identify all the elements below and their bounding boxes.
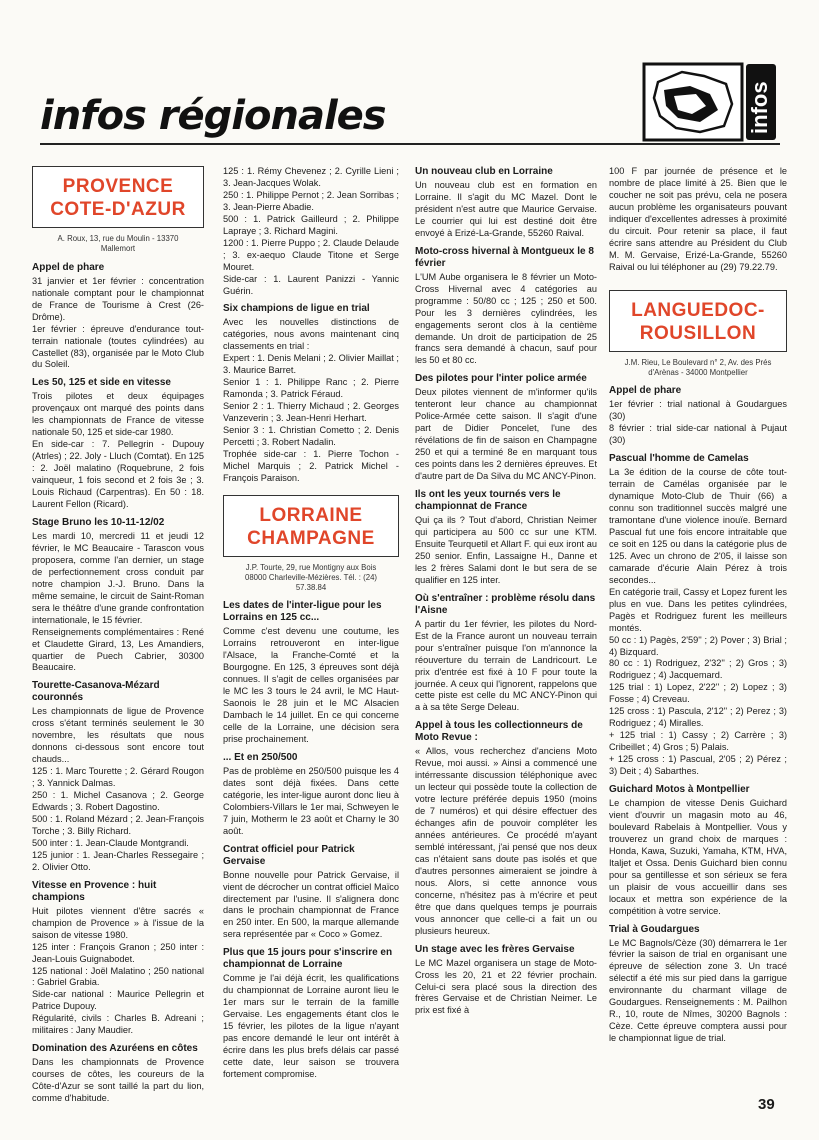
paragraph: « Allos, vous recherchez d'anciens Moto Revue, moi aussi. » Ainsi a commencé une intérressante discussion téléphonique avec un lecteur qui possède toute la collection de votre lecture préférée depuis 1950 (moins de 7 numéros) et qui désire effectuer des échanges afin de pouvoir compléter les années antérieures. Ce procédé m'ayant semblé intéressant, j'ai pensé que nos deux cas n'étaient sans doute pas isolés et que d'autres personnes aimeraient se joindre à nous. Alors, si cette annonce vous concerne, n'hésitez pas à m'écrire et peut être que dans quelques temps je pourrais vous annoncer que celle-ci a fait un ou plusieurs heureux. (415, 746, 597, 936)
paragraph: Le MC Mazel organisera un stage de Moto-Cross les 20, 21 et 22 février prochain. Celui-ci sera placé sous la direction des frères Gervaise et de Christian Neimer. Le prix est fixé à (415, 957, 597, 1016)
paragraph: Bonne nouvelle pour Patrick Gervaise, il vient de décrocher un contrat officiel Maïco directement par l'usine. Il s'alignera donc dans le prochain championnat de France en 250 inter. En 500, la marque allemande sera représentée par « Coco » Gomez. (223, 869, 399, 940)
region-box-provence (32, 166, 204, 228)
paragraph: A partir du 1er février, les pilotes du Nord-Est de la France auront un nouveau terrain pour s'entraîner puisque l'on m'annonce la réouverture du terrain de Landricourt. Le prix d'entrée est fixé à 10 F pour toute la journée. A ceux qui l'ignorent, rappelons que cette piste est celle du MC ANCY-Pinon qui a à sa tête Serge Deleau. (415, 618, 597, 713)
address-line: J.P. Tourte, 29, rue Montigny aux Bois (245, 563, 377, 573)
region-name-line-1: LORRAINE (259, 504, 363, 526)
paragraph: 500 : 1. Roland Mézard ; 2. Jean-François Torche ; 3. Billy Richard. (32, 813, 204, 836)
paragraph: Un nouveau club est en formation en Lorraine. Il s'agit du MC Mazel. Dont le président n'est autre que Maurice Gervaise. Le courrier qui lui est destiné doit être envoyé à Erizé-La-Grande, 55260 Raival. (415, 180, 597, 238)
infos-tab (746, 64, 776, 140)
paragraph: Senior 1 : 1. Philippe Ranc ; 2. Pierre Ramonda ; 3. Patrick Féraud. (223, 377, 399, 400)
address-line: Mallemort (100, 244, 136, 254)
paragraph: Renseignements complémentaires : René et Claudette Girard, 13, Les Amandiers, quartier de Puech Cabrier, 30300 Beaucaire. (32, 626, 204, 673)
section-heading: Vitesse en Provence : huit champions (32, 879, 157, 903)
column-2 (223, 166, 399, 1081)
page-title: infos régionales (40, 93, 386, 139)
paragraph: 8 février : trial side-car national à Pujaut (30) (609, 423, 787, 446)
section-heading: Contrat officiel pour Patrick Gervaise (223, 843, 355, 867)
paragraph: 125 inter : François Granon ; 250 inter : Jean-Louis Guignabodet. (32, 941, 204, 964)
paragraph: Side-car : 1. Laurent Panizzi - Yannic Guérin. (223, 273, 399, 296)
paragraph: Side-car national : Maurice Pellegrin et Patrice Dupouy. (32, 989, 204, 1012)
paragraph: + 125 trial : 1) Cassy ; 2) Carrère ; 3) Cribeillet ; 4) Gros ; 5) Palais. (609, 730, 787, 753)
section-heading: Tourette-Casanova-Mézard couronnés (32, 680, 160, 704)
section-heading: Appel de phare (609, 385, 682, 397)
paragraph: Comme je l'ai déjà écrit, les qualifications du championnat de Lorraine auront lieu le 1er mars sur le terrain de la famille Gervaise. Les engagements étant clos le 15 février, les pilotes de la ligue n'ayant pas encore demandé le leur ont intérêt à écrire dans les plus brefs délais car passé cette date, leur saison se trouvera fortement compromise. (223, 973, 399, 1079)
paragraph: 125 cross : 1) Pascula, 2'12'' ; 2) Perez ; 3) Rodriguez ; 4) Miralles. (609, 706, 787, 729)
paragraph: 31 janvier et 1er février : concentration nationale comptant pour le championnat de France de Tourisme à Crest (26-Drôme). (32, 275, 204, 322)
region-name-line-2: CHAMPAGNE (247, 528, 375, 549)
column-1 (32, 166, 204, 1105)
section-heading: Guichard Motos à Montpellier (609, 783, 750, 795)
paragraph: 125 : 1. Rémy Chevenez ; 2. Cyrille Lieni ; 3. Jean-Jacques Wolak. (223, 166, 399, 188)
paragraph: Les championnats de ligue de Provence cross s'étant terminés seulement le 30 novembre, les résultats que nous donnons ci-dessous sont encore tout chauds... (32, 706, 204, 765)
paragraph: 1er février : épreuve d'endurance tout-terrain nationale (toutes cylindrées) au Castellet (83), organisée par le Moto Club du Soleil. (32, 323, 204, 370)
section-heading: Stage Bruno les 10-11-12/02 (32, 516, 165, 528)
section-heading: Moto-cross hivernal à Montgueux le 8 février (415, 245, 594, 269)
address-line: A. Roux, 13, rue du Moulin - 13370 (57, 234, 179, 244)
section-heading: Domination des Azuréens en côtes (32, 1043, 198, 1055)
column-4 (609, 166, 787, 1045)
paragraph: Qui ça ils ? Tout d'abord, Christian Neimer qui participera au 500 cc sur une KTM. Ensuite Teurquetil et Allart F. qui eux iront au 250 senior. Enfin, Lassaigne H., Danne et les 2 frères Salami dont le but sera de se qualifier en 125 inter. (415, 515, 597, 585)
paragraph: Le champion de vitesse Denis Guichard vient d'ouvrir un magasin moto au 46, boulevard Rabelais à Montpellier. Vous y trouverez un grand choix de marques : Honda, Kawa, Suzuki, Yamaha, KTM, HVA, Italjet et Ossa. Denis Guichard bien connu pour sa gentillesse et son sérieux se fera un plaisir de vous accueillir dans ses locaux et mettra son expérience de la compétition à votre service. (609, 797, 787, 916)
france-map-icon (644, 64, 742, 140)
correspondent-address (32, 234, 204, 253)
infos-logo (640, 60, 780, 144)
section-heading: Les 50, 125 et side en vitesse (32, 377, 171, 389)
paragraph: Les mardi 10, mercredi 11 et jeudi 12 février, le MC Beaucaire - Tarascon vous proposera, comme l'an dernier, un stage de perfectionnement cross conduit par notre champion J.-J. Bruno. Dans la même semaine, le circuit de Saint-Roman sera le théâtre d'une grande confrontation internationale, le 15 février. (32, 530, 204, 625)
section-heading: ... Et en 250/500 (223, 751, 298, 763)
paragraph: 250 : 1. Philippe Pernot ; 2. Jean Sorribas ; 3. Jean-Pierre Abadie. (223, 189, 399, 212)
section-heading: Un stage avec les frères Gervaise (415, 943, 575, 955)
paragraph: Senior 3 : 1. Christian Cometto ; 2. Denis Percetti ; 3. Robert Nadalin. (223, 425, 399, 448)
paragraph: Pas de problème en 250/500 puisque les 4 dates sont déjà fixées. Dans cette catégorie, les inter-ligue auront donc lieu à Colombiers-Villars le 1er mai, Schweyen le 7 juin, Motherm le 23 août et Charny le 30 août. (223, 765, 399, 836)
region-name-line-1: PROVENCE (62, 176, 174, 197)
paragraph: Trois pilotes et deux équipages provençaux ont marqué des points dans les championnats de France de vitesse nationale 50, 125 et side-car 1980. (32, 391, 204, 438)
paragraph: 1er février : trial national à Goudargues (30) (609, 399, 787, 422)
region-box-lorraine (223, 495, 399, 557)
paragraph: 1200 : 1. Pierre Puppo ; 2. Claude Delaude ; 3. ex-aequo Claude Titone et Serge Mouret. (223, 237, 399, 272)
paragraph: 125 junior : 1. Jean-Charles Ressegaire ; 2. Olivier Otto. (32, 849, 204, 872)
paragraph: Deux pilotes viennent de m'informer qu'ils tenteront leur chance au championnat Police-Armée cette saison. Il s'agit d'une part de Didier Poncelet, l'une des révélations de fin de saison en Champagne 250 et qui a terminé 8e en marquant tous ces points dans les 2 dernières épreuves. Et d'autre part de Da Silva du MC ANCY-Pinon. (415, 387, 597, 482)
paragraph: Comme c'est devenu une coutume, les Lorrains retrouveront en inter-ligue l'Alsace, la Franche-Comté et la Bourgogne. En 125, 3 épreuves sont déjà connues. Il s'agit de celles organisées par le MC les 3 tours le 24 avril, le MC Haut-Saonois le 28 juin et le MC Alsacien Dambach le 14 juillet. En ce qui concerne celle de la Lorraine, une décision sera prise prochainement. (223, 626, 399, 744)
paragraph: 80 cc : 1) Rodriguez, 2'32'' ; 2) Gros ; 3) Rodriguez ; 4) Jacquemard. (609, 658, 787, 681)
section-heading: Appel de phare (32, 261, 105, 273)
paragraph: La 3e édition de la course de côte tout-terrain de Camélas organisée par le dynamique Moto-Club de Thuir (66) a connu son traditionnel succès malgré une tramontane d'une violence inouïe. Bernard Pascual fut une fois encore intraitable que ce soit en 125 ou dans la catégorie plus de 125. Avec un chrono de 2'05, il laisse son camarade d'écurie Alain Pérez à trois secondes... (609, 467, 787, 585)
section-heading: Ils ont les yeux tournés vers le championnat de France (415, 489, 561, 513)
paragraph: Senior 2 : 1. Thierry Michaud ; 2. Georges Vanzeverin ; 3. Jean-Henri Herhart. (223, 401, 399, 424)
correspondent-address (609, 358, 787, 377)
address-line: 08000 Charleville-Mézières. Tél. : (24) (244, 572, 378, 582)
paragraph: En side-car : 7. Pellegrin - Dupouy (Atrles) ; 22. Joly - Lluch (Comtat). En 125 : 2. Joël malatino (Roquebrune, 2 fois vainqueur, 1 fois second et 2 fois 3e ; 3. Louis Richaud (Carpentras). En 50 : 18. Laurent Fellon (Ricard). (32, 439, 204, 510)
paragraph: Huit pilotes viennent d'être sacrés « champion de Provence » à l'issue de la saison de vitesse 1980. (32, 905, 204, 940)
paragraph: L'UM Aube organisera le 8 février un Moto-Cross Hivernal avec 4 catégories au programme : 50/80 cc ; 125 ; 250 et 500. Pour les 3 dernières cylindrées, les engagements seront clos à la centième demande. Un droit de participation de 25 francs sera demandé à chacun, sauf pour les 50 et 80 cc. (415, 271, 597, 366)
region-box-languedoc (609, 290, 787, 352)
address-line: 57.38.84 (295, 582, 327, 592)
paragraph: + 125 cross : 1) Pascual, 2'05 ; 2) Pérez ; 3) Deit ; 4) Sabarthes. (609, 754, 787, 777)
paragraph: 125 : 1. Marc Tourette ; 2. Gérard Rougon ; 3. Yannick Dalmas. (32, 766, 204, 789)
page-number: 39 (758, 1096, 775, 1113)
paragraph: Avec les nouvelles distinctions de catégories, nous avons maintenant cinq classements en trial : (223, 317, 399, 352)
paragraph: 125 trial : 1) Lopez, 2'22'' ; 2) Lopez ; 3) Fosse ; 4) Creveau. (609, 682, 787, 705)
region-name-line-1: LANGUEDOC- (631, 299, 765, 321)
paragraph: Dans les championnats de Provence courses de côtes, les coureurs de la Côte-d'Azur se sont taillé la part du lion, comme d'habitude. (32, 1057, 204, 1104)
region-name-line-2: COTE-D'AZUR (50, 199, 186, 221)
paragraph: 250 : 1. Michel Casanova ; 2. George Edwards ; 3. Robert Dagostino. (32, 790, 204, 813)
paragraph: 500 inter : 1. Jean-Claude Montgrandi. (32, 837, 189, 848)
paragraph: Régularité, civils : Charles B. Adreani ; militaires : Jany Maudier. (32, 1013, 204, 1036)
address-line: J.M. Rieu, Le Boulevard n° 2, Av. des Prés (624, 357, 772, 367)
section-heading: Des pilotes pour l'inter police armée (415, 373, 587, 385)
address-line: d'Arènas - 34000 Montpellier (648, 367, 748, 377)
section-heading: Appel à tous les collectionneurs de Moto Revue : (415, 720, 583, 744)
region-name-line-2: ROUSILLON (639, 322, 757, 344)
logo-text: infos (747, 81, 772, 134)
paragraph: En catégorie trail, Cassy et Lopez furent les plus en vue. Dans les petites cylindrées, Pagès et Rodriguez furent les meilleurs montés. (609, 586, 787, 633)
paragraph: 125 national : Joël Malatino ; 250 national : Gabriel Grabia. (32, 965, 204, 988)
paragraph: Expert : 1. Denis Melani ; 2. Olivier Maillat ; 3. Maurice Barret. (223, 353, 399, 376)
paragraph: 100 F par journée de présence et le nombre de place limité à 25. Bien que le coucher ne soit pas prévu, cela ne posera aucun problème les organisateurs pouvant indiquer d'excellentes adresses à proximité du circuit. Pour retenir sa place, il faut écrire sans attendre au Président du Club M. M. Gervaise, Erizé-La-Grande, 55260 Raival ou lui téléphoner au (29) 79.22.79. (609, 166, 787, 272)
section-heading: Trial à Goudargues (609, 923, 700, 935)
paragraph: 500 : 1. Patrick Gailleurd ; 2. Philippe Lapraye ; 3. Richard Magini. (223, 213, 399, 236)
section-heading: Pascual l'homme de Camelas (609, 453, 749, 465)
section-heading: Où s'entraîner : problème résolu dans l'Aisne (415, 592, 596, 616)
column-3 (415, 166, 597, 1017)
correspondent-address (223, 563, 399, 592)
section-heading: Les dates de l'inter-ligue pour les Lorrains en 125 cc... (223, 600, 382, 624)
section-heading: Un nouveau club en Lorraine (415, 166, 553, 177)
paragraph: 50 cc : 1) Pagès, 2'59'' ; 2) Pover ; 3) Brial ; 4) Bizquard. (609, 634, 787, 657)
paragraph: Trophée side-car : 1. Pierre Tochon - Michel Marquis ; 2. Patrick Michel - François Paraison. (223, 448, 399, 483)
section-heading: Six champions de ligue en trial (223, 303, 370, 315)
section-heading: Plus que 15 jours pour s'inscrire en championnat de Lorraine (223, 947, 393, 971)
paragraph: Le MC Bagnols/Cèze (30) démarrera le 1er février la saison de trial en organisant une épreuve de sélection zone 3. Un tracé sélectif a été mis sur pied dans la garrigue environnante du charmant village de Goudargues. Renseignements : M. Pailhon R., 10, route de Nîmes, 30200 Bagnols : Cèze. Cette épreuve comptera aussi pour le championnat ligue de trial. (609, 937, 787, 1044)
